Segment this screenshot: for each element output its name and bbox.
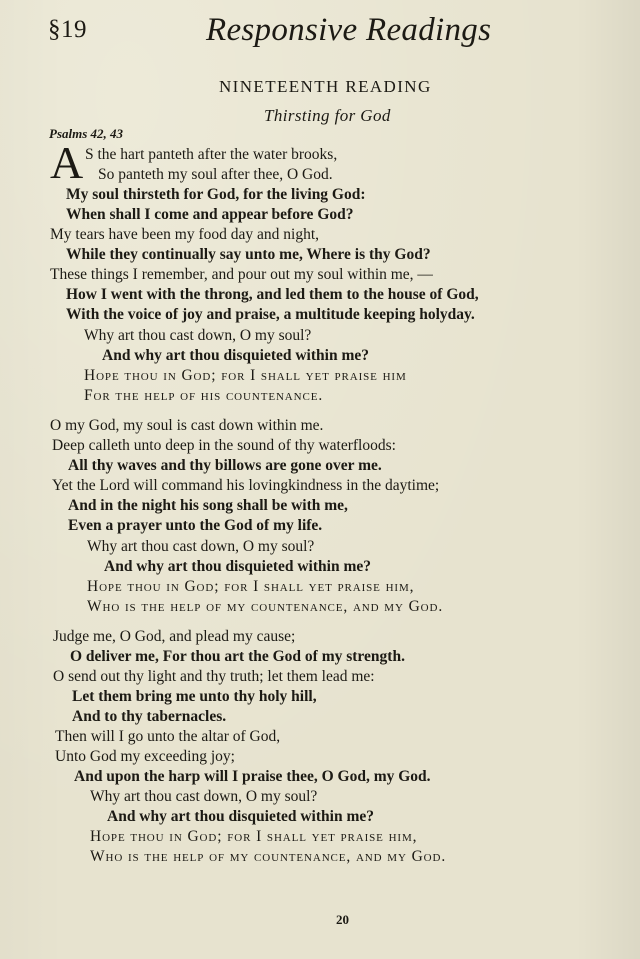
- refrain-line: Hope thou in God; for I shall yet praise him,: [90, 828, 418, 845]
- verse-line: Judge me, O God, and plead my cause;: [53, 628, 296, 645]
- refrain-line: Hope thou in God; for I shall yet praise him: [84, 367, 407, 384]
- drop-cap: A: [50, 137, 84, 188]
- verse-line: Unto God my exceeding joy;: [55, 748, 235, 765]
- verse-line: O my God, my soul is cast down within me.: [50, 417, 324, 434]
- reading-title: NINETEENTH READING: [219, 77, 432, 96]
- verse-line: And upon the harp will I praise thee, O God, my God.: [74, 768, 431, 785]
- verse-line: With the voice of joy and praise, a multitude keeping holyday.: [66, 306, 475, 323]
- refrain-line: Who is the help of my countenance, and my God.: [90, 848, 447, 865]
- refrain-line: For the help of his countenance.: [84, 387, 324, 404]
- refrain-line: Who is the help of my countenance, and my God.: [87, 598, 444, 615]
- verse-line: So panteth my soul after thee, O God.: [98, 166, 333, 183]
- verse-line: My soul thirsteth for God, for the living God:: [66, 186, 366, 203]
- psalm-reference: Psalms 42, 43: [49, 126, 124, 141]
- verse-line: How I went with the throng, and led them to the house of God,: [66, 286, 479, 303]
- verse-line: My tears have been my food day and night,: [50, 226, 320, 243]
- reading-subtitle: Thirsting for God: [264, 106, 391, 125]
- refrain-line: And why art thou disquieted within me?: [104, 558, 371, 575]
- verse-line: These things I remember, and pour out my soul within me, —: [50, 266, 433, 283]
- refrain-line: Why art thou cast down, O my soul?: [87, 538, 315, 555]
- verse-line: And to thy tabernacles.: [72, 708, 227, 725]
- refrain-line: Hope thou in God; for I shall yet praise him,: [87, 578, 415, 595]
- verse-line: O deliver me, For thou art the God of my strength.: [70, 648, 405, 665]
- section-number: §19: [48, 16, 87, 43]
- page-number: 20: [336, 912, 349, 927]
- refrain-line: Why art thou cast down, O my soul?: [84, 327, 312, 344]
- verse-line: While they continually say unto me, Where is thy God?: [66, 246, 431, 263]
- verse-line: And in the night his song shall be with me,: [68, 497, 348, 514]
- verse-line: Then will I go unto the altar of God,: [55, 728, 281, 745]
- verse-line: Yet the Lord will command his lovingkindness in the daytime;: [52, 477, 440, 494]
- verse-line: Deep calleth unto deep in the sound of thy waterfloods:: [52, 437, 396, 454]
- refrain-line: Why art thou cast down, O my soul?: [90, 788, 318, 805]
- verse-line: S the hart panteth after the water brooks,: [85, 146, 338, 163]
- verse-line: Even a prayer unto the God of my life.: [68, 517, 323, 534]
- refrain-line: And why art thou disquieted within me?: [107, 808, 374, 825]
- verse-line: Let them bring me unto thy holy hill,: [72, 688, 317, 705]
- verse-line: O send out thy light and thy truth; let them lead me:: [53, 668, 375, 685]
- refrain-line: And why art thou disquieted within me?: [102, 347, 369, 364]
- verse-line: All thy waves and thy billows are gone over me.: [68, 457, 382, 474]
- running-title: Responsive Readings: [206, 12, 492, 48]
- verse-line: When shall I come and appear before God?: [66, 206, 354, 223]
